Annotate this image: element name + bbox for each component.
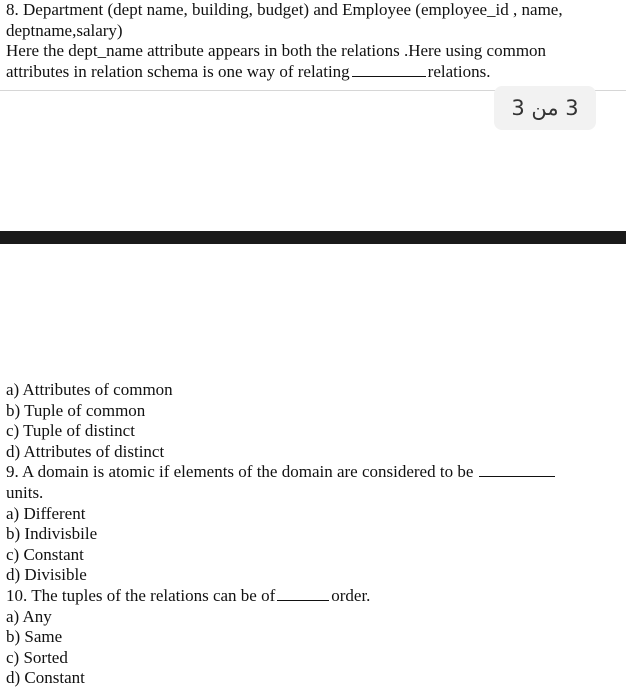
question-8-line-1: 8. Department (dept name, building, budget) and Employee (employee_id , name, (6, 0, 563, 19)
option-10c: c) Sorted (6, 647, 68, 667)
question-8-line-4-start: attributes in relation schema is one way of relating (6, 61, 350, 81)
question-8-line-2: deptname,salary) (6, 20, 123, 40)
option-8d: d) Attributes of distinct (6, 441, 165, 461)
fill-in-blank (277, 586, 329, 601)
question-10-end: order. (331, 585, 371, 605)
option-9a: a) Different (6, 503, 86, 523)
question-8-line-4 (6, 62, 618, 83)
question-10-start: 10. The tuples of the relations can be of (6, 585, 276, 605)
question-8-line-4-end: relations. (427, 61, 491, 81)
option-9b: b) Indivisbile (6, 524, 98, 544)
option-10a: a) Any (6, 606, 52, 626)
question-8-block (6, 0, 618, 82)
option-10b: b) Same (6, 627, 63, 647)
question-9-line-2: units. (6, 482, 44, 502)
question-8-line-3: Here the dept_name attribute appears in both the relations .Here using common (6, 41, 547, 60)
option-9c: c) Constant (6, 544, 84, 564)
option-9d: d) Divisible (6, 565, 87, 585)
question-9-text: 9. A domain is atomic if elements of the domain are considered to be (6, 462, 474, 482)
option-8a: a) Attributes of common (6, 380, 173, 399)
option-8b: b) Tuple of common (6, 400, 146, 420)
questions-continued-block (6, 380, 618, 689)
question-10 (6, 586, 618, 607)
option-10d: d) Constant (6, 668, 85, 688)
fill-in-blank (352, 62, 426, 77)
page-break-bar (0, 231, 626, 244)
question-9-line-1 (6, 462, 618, 483)
page-indicator-badge: 3 من 3 (494, 86, 596, 130)
fill-in-blank (479, 462, 555, 477)
option-8c: c) Tuple of distinct (6, 421, 135, 441)
